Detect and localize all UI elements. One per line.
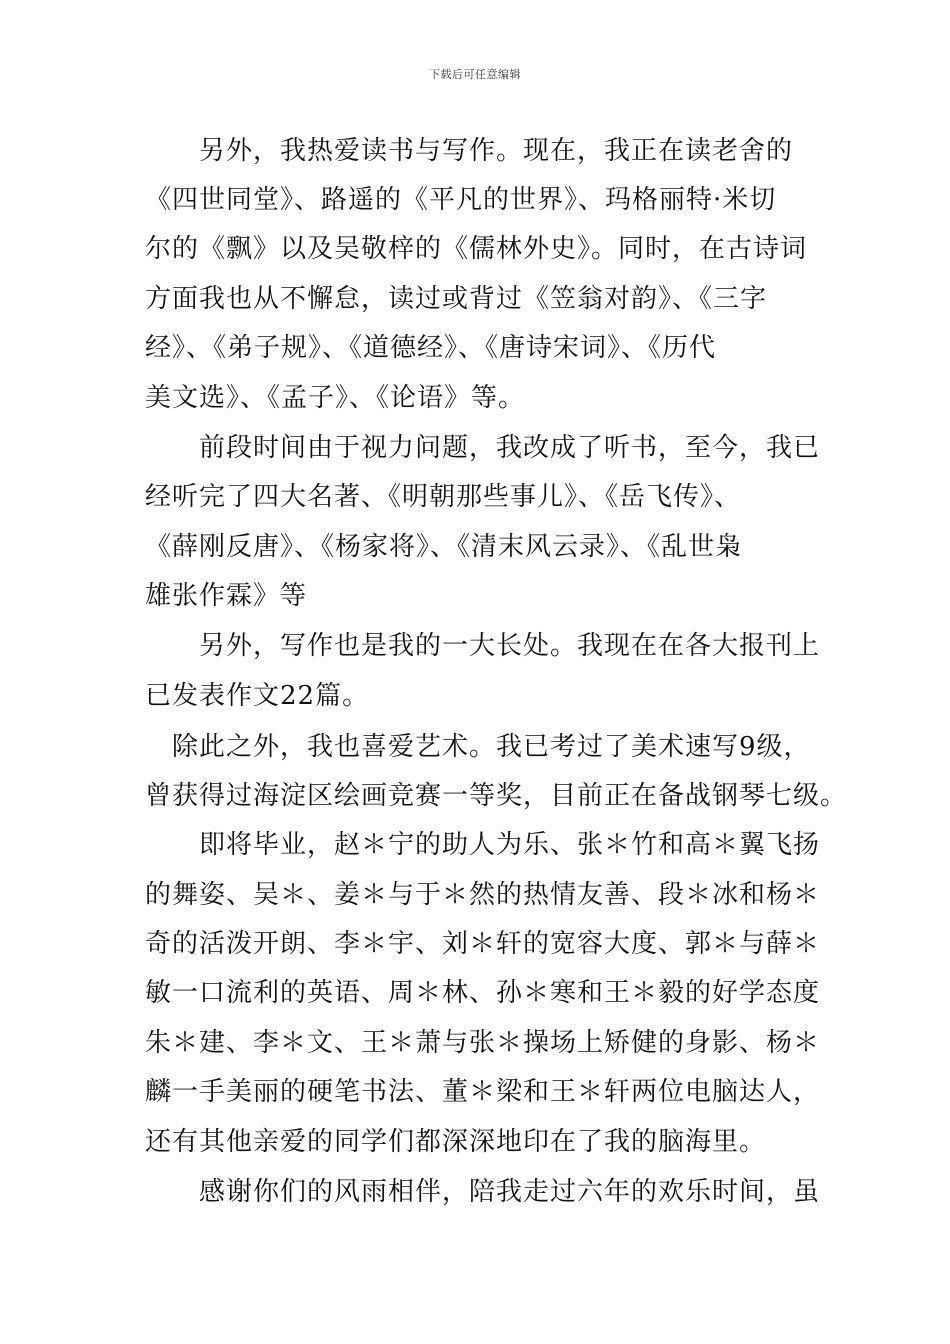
text-line: 雄张作霖》等 (145, 581, 308, 611)
text-line: 经听完了四大名著、《明朝那些事儿》、《岳飞传》、 (145, 482, 742, 512)
text-line: 感谢你们的风雨相伴，陪我走过六年的欢乐时间，虽 (145, 1177, 821, 1207)
text-line: 敏一口流利的英语、周＊林、孙＊寒和王＊毅的好学态度 (145, 978, 821, 1008)
text-line: 经》、《弟子规》、《道德经》、《唐诗宋词》、《历代 (145, 333, 717, 363)
text-line: 奇的活泼开朗、李＊宇、刘＊轩的宽容大度、郭＊与薛＊ (145, 929, 821, 959)
text-line: 即将毕业，赵＊宁的助人为乐、张＊竹和高＊翼飞扬 (145, 830, 821, 860)
text-line: 除此之外，我也喜爱艺术。我已考过了美术速写9级， (145, 732, 811, 762)
text-line: 《四世同堂》、路遥的《平凡的世界》、玛格丽特·米切 (145, 185, 777, 215)
text-line: 尔的《飘》以及吴敬梓的《儒林外史》。同时，在古诗词 (145, 234, 808, 264)
header-note: 下载后可任意编辑 (429, 68, 521, 81)
text-line: 美文选》、《孟子》、《论语》等。 (145, 383, 526, 413)
text-line: 前段时间由于视力问题，我改成了听书，至今，我已 (145, 433, 821, 463)
text-line: 另外，写作也是我的一大长处。我现在在各大报刊上 (145, 631, 821, 661)
text-line: 曾获得过海淀区绘画竞赛一等奖，目前正在备战钢琴七级。 (145, 781, 848, 811)
text-line: 已发表作文22篇。 (145, 681, 370, 711)
text-line: 还有其他亲爱的同学们都深深地印在了我的脑海里。 (145, 1127, 767, 1157)
text-line: 《薛刚反唐》、《杨家将》、《清末风云录》、《乱世枭 (145, 532, 743, 562)
text-line: 另外，我热爱读书与写作。现在，我正在读老舍的 (145, 136, 794, 166)
text-line: 朱＊建、李＊文、王＊萧与张＊操场上矫健的身影、杨＊ (145, 1028, 821, 1058)
text-line: 的舞姿、吴＊、姜＊与于＊然的热情友善、段＊冰和杨＊ (145, 880, 821, 910)
text-line: 麟一手美丽的硬笔书法、董＊梁和王＊轩两位电脑达人， (145, 1077, 821, 1107)
text-line: 方面我也从不懈怠，读过或背过《笠翁对韵》、《三字 (145, 284, 768, 314)
